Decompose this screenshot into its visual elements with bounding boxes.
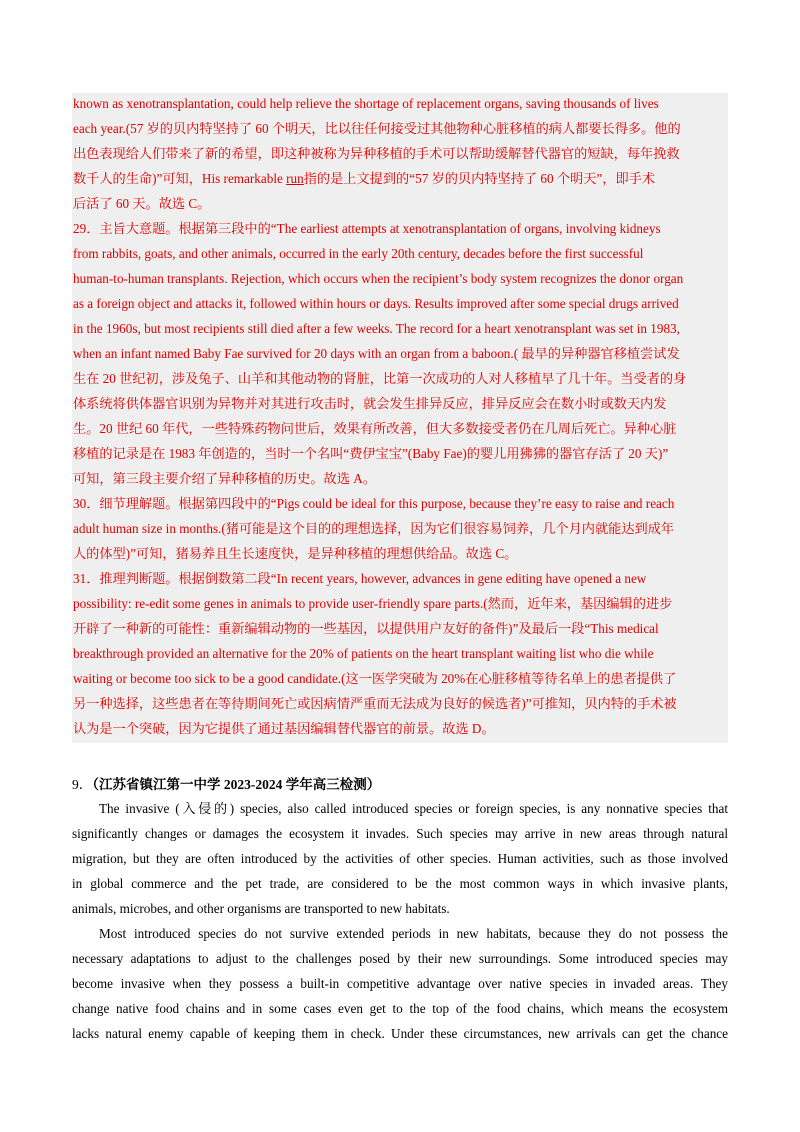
- answer-line: possibility: re-edit some genes in animals to provide user-friendly spare parts.(然而，近年来，基因编辑的进步: [73, 596, 673, 611]
- answer-line: 31．推理判断题。根据倒数第二段“In recent years, however, advances in gene editing have opened a new: [73, 571, 647, 586]
- answer-line: waiting or become too sick to be a good candidate.(这一医学突破为 20%在心脏移植等待名单上的患者提供了: [73, 671, 677, 686]
- answer-line: 29．主旨大意题。根据第三段中的“The earliest attempts at xenotransplantation of organs, involving kidneys: [73, 221, 661, 236]
- passage-line: The invasive (入侵的) species, also called introduced species or foreign species, is any nonnative species that: [99, 801, 728, 816]
- passage-line: become invasive when they possess a built-in competitive advantage over native species in invaded areas. They: [72, 976, 728, 991]
- answer-line: 另一种选择，这些患者在等待期间死亡或因病情严重而无法成为良好的候选者)”可推知，贝内特的手术被: [73, 696, 677, 711]
- question-heading: [72, 773, 380, 797]
- passage-line: significantly changes or damages the ecosystem it invades. Such species may arrive in new areas through natural: [72, 826, 728, 841]
- answer-line: each year.(57 岁的贝内特坚持了 60 个明天，比以往任何接受过其他物种心脏移植的病人都要长得多。他的: [73, 121, 681, 136]
- answer-line: from rabbits, goats, and other animals, occurred in the early 20th century, decades before the first successful: [73, 246, 644, 261]
- answer-line: known as xenotransplantation, could help relieve the shortage of replacement organs, saving thousands of lives: [73, 96, 659, 111]
- passage-line: necessary adaptations to adjust to the challenges posed by their new surroundings. Some introduced species may: [72, 951, 728, 966]
- passage-line: lacks natural enemy capable of keeping them in check. Under these circumstances, new arrivals can get the chance: [72, 1026, 728, 1041]
- answer-line: 30．细节理解题。根据第四段中的“Pigs could be ideal for this purpose, because they’re easy to raise and reach: [73, 496, 675, 511]
- question-source: （江苏省镇江第一中学 2023-2024 学年高三检测）: [92, 777, 381, 792]
- answer-line-head: 数千人的生命)”可知，His remarkable: [73, 171, 283, 186]
- answer-line: 体系统将供体器官识别为异物并对其进行攻击时，就会发生排异反应，排异反应会在数小时或数天内发: [73, 396, 667, 411]
- passage-line: animals, microbes, and other organisms are transported to new habitats.: [72, 901, 450, 916]
- answer-line: 认为是一个突破，因为它提供了通过基因编辑替代器官的前景。故选 D。: [73, 721, 495, 736]
- passage-line: change native food chains and in some cases even get to the top of the food chains, which means the ecosystem: [72, 1001, 728, 1016]
- answer-line: 后活了 60 天。故选 C。: [73, 196, 211, 211]
- underlined-word: run: [286, 171, 304, 186]
- passage-line: migration, but they are often introduced by the activities of other species. Human activities, such as those involved: [72, 851, 728, 866]
- answer-line: as a foreign object and attacks it, followed within hours or days. Results improved after some special drugs arrived: [73, 296, 679, 311]
- answer-line: 可知，第三段主要介绍了异种移植的历史。故选 A。: [73, 471, 376, 486]
- answer-line: in the 1960s, but most recipients still died after a few weeks. The record for a heart xenotransplant was set in 1983,: [73, 321, 680, 336]
- answer-line: 生。20 世纪 60 年代，一些特殊药物问世后，效果有所改善，但大多数接受者仍在几周后死亡。异种心脏: [73, 421, 677, 436]
- passage-line: Most introduced species do not survive extended periods in new habitats, because they do not possess the: [99, 926, 728, 941]
- answer-line: when an infant named Baby Fae survived for 20 days with an organ from a baboon.( 最早的异种器官移植尝试发: [73, 346, 680, 361]
- answer-line: human-to-human transplants. Rejection, which occurs when the recipient’s body system recognizes the donor organ: [73, 271, 684, 286]
- answer-line: 生在 20 世纪初，涉及兔子、山羊和其他动物的肾脏，比第一次成功的人对人移植早了几十年。当受者的身: [73, 371, 687, 386]
- answer-line: 人的体型)”可知，猪易养且生长速度快，是异种移植的理想供给品。故选 C。: [73, 546, 518, 561]
- answer-line: 出色表现给人们带来了新的希望，即这种被称为异种移植的手术可以帮助缓解替代器官的短缺，每年挽救: [73, 146, 680, 161]
- answer-line: 开辟了一种新的可能性：重新编辑动物的一些基因，以提供用户友好的备件)”及最后一段“This medical: [73, 621, 659, 636]
- answer-line: [73, 167, 655, 191]
- question-number: 9．: [72, 777, 93, 792]
- answer-line: breakthrough provided an alternative for the 20% of patients on the heart transplant waiting list who die while: [73, 646, 654, 661]
- passage-line: in global commerce and the pet trade, are considered to be the most common ways in which invasive plants,: [72, 876, 728, 891]
- answer-line: adult human size in months.(猪可能是这个目的的理想选择，因为它们很容易饲养，几个月内就能达到成年: [73, 521, 675, 536]
- answer-line: 移植的记录是在 1983 年创造的，当时一个名叫“费伊宝宝”(Baby Fae)的婴儿用狒狒的器官存活了 20 天)”: [73, 446, 669, 461]
- answer-line-tail: 指的是上文提到的“57 岁的贝内特坚持了 60 个明天”，即手术: [303, 171, 656, 186]
